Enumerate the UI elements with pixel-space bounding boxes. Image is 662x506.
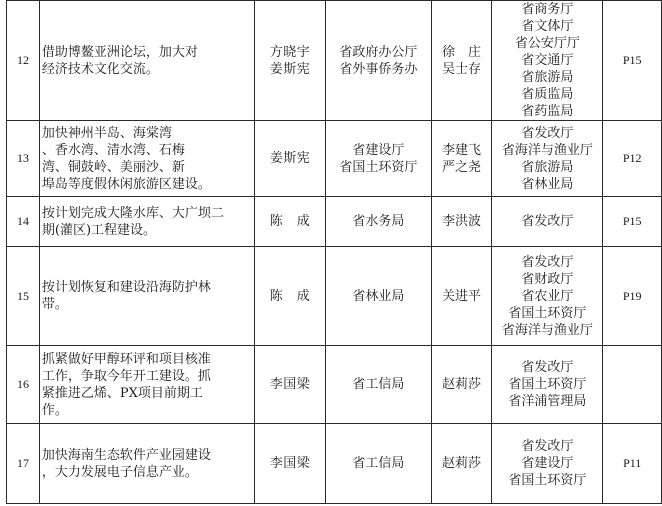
cooperating-unit: 省海洋与渔业厅 [501,322,593,338]
page-ref [603,346,662,424]
table-row [7,247,662,346]
cooperating-unit: 省旅游局 [521,159,574,175]
cooperating-unit: 省林业局 [521,176,574,192]
responsible-cell [431,197,492,247]
lead-unit-cell [326,197,431,247]
task-description: 加快神州半岛、海棠湾 、香水湾、清水湾、石梅 湾、铜鼓岭、美丽沙、新 埠岛等度假休闲旅游区建设。 [39,121,254,197]
cooperating-unit: 省公安厅厅 [514,36,580,51]
table-body [7,1,662,504]
row-number: 12 [7,1,40,121]
page-ref: P12 [603,121,662,197]
cooperating-unit: 省发改厅 [521,439,574,454]
cooperating-unit: 省财政厅 [521,271,574,287]
leaders-cell [254,424,325,504]
leader-name: 陈 成 [269,214,311,229]
task-description: 按计划完成大隆水库、大广坝二 期(灌区)工程建设。 [39,197,254,247]
cooperating-cell [492,424,603,504]
responsible-cell [431,424,492,504]
leader-name: 姜斯宪 [269,61,311,77]
leaders-cell [254,346,325,424]
leader-name: 李国梁 [269,456,311,471]
responsible-person: 李洪波 [442,214,482,229]
cooperating-unit: 省国土环资厅 [508,473,587,488]
responsible-person: 李建飞 [442,142,482,158]
responsible-cell [431,121,492,197]
cooperating-unit: 省国土环资厅 [508,305,587,321]
responsible-cell [431,247,492,346]
leader-name: 方晓宇 [269,44,311,60]
cooperating-unit: 省交通厅 [521,53,574,68]
lead-unit: 省工信局 [352,456,405,471]
lead-unit-cell [326,247,431,346]
task-description: 借助博鳌亚洲论坛，加大对 经济技术文化交流。 [39,1,254,121]
lead-unit: 省水务局 [352,214,405,229]
cooperating-unit: 省质监局 [521,87,574,102]
leaders-cell [254,197,325,247]
cooperating-cell [492,346,603,424]
leader-name: 李国梁 [269,377,311,392]
page-ref: P15 [603,1,662,121]
row-number: 13 [7,121,40,197]
row-number: 15 [7,247,40,346]
cooperating-unit: 省发改厅 [521,254,574,270]
page-ref: P11 [603,424,662,504]
responsible-person: 徐 庄 [442,44,482,60]
cooperating-unit: 省发改厅 [521,125,574,141]
table-row [7,424,662,504]
leader-name: 姜斯宪 [269,151,311,166]
responsible-person: 赵莉莎 [442,456,482,471]
lead-unit-cell [326,424,431,504]
table-row [7,346,662,424]
table-row [7,197,662,247]
task-table [6,0,662,504]
task-description: 加快海南生态软件产业园建设 ，大力发展电子信息产业。 [39,424,254,504]
cooperating-unit: 省发改厅 [521,360,574,375]
lead-unit: 省林业局 [352,288,405,304]
leader-name: 陈 成 [269,288,311,304]
cooperating-cell [492,247,603,346]
cooperating-unit: 省文体厅 [521,19,574,34]
page-ref: P19 [603,247,662,346]
lead-unit: 省工信局 [352,377,405,392]
responsible-person: 赵莉莎 [442,377,482,392]
row-number: 16 [7,346,40,424]
cooperating-cell [492,1,603,121]
cooperating-unit: 省商务厅 [521,2,574,17]
cooperating-unit: 省洋浦管理局 [508,394,587,409]
cooperating-unit: 省建设厅 [521,456,574,471]
lead-unit-cell [326,121,431,197]
task-description: 按计划恢复和建设沿海防护林 带。 [39,247,254,346]
cooperating-unit: 省农业厅 [521,288,574,304]
cooperating-unit: 省国土环资厅 [508,377,587,392]
lead-unit: 省建设厅 [352,142,405,158]
leaders-cell [254,247,325,346]
row-number: 17 [7,424,40,504]
responsible-cell [431,1,492,121]
cooperating-cell [492,121,603,197]
responsible-person: 关进平 [442,288,482,304]
lead-unit: 省国土环资厅 [339,159,418,175]
cooperating-unit: 省发改厅 [521,214,574,229]
lead-unit: 省外事侨务办 [339,61,418,77]
responsible-person: 吴士存 [442,61,482,77]
table-row [7,1,662,121]
cooperating-cell [492,197,603,247]
lead-unit-cell [326,1,431,121]
table-row [7,121,662,197]
cooperating-unit: 省药监局 [521,104,574,119]
lead-unit: 省政府办公厅 [339,44,418,60]
leaders-cell [254,1,325,121]
leaders-cell [254,121,325,197]
task-description: 抓紧做好甲醇环评和项目核准 工作，争取今年开工建设。抓 紧推进乙烯、PX项目前期工 作。 [39,346,254,424]
lead-unit-cell [326,346,431,424]
cooperating-unit: 省海洋与渔业厅 [501,142,593,158]
cooperating-unit: 省旅游局 [521,70,574,85]
responsible-person: 严之尧 [442,159,482,175]
row-number: 14 [7,197,40,247]
page-ref: P15 [603,197,662,247]
responsible-cell [431,346,492,424]
